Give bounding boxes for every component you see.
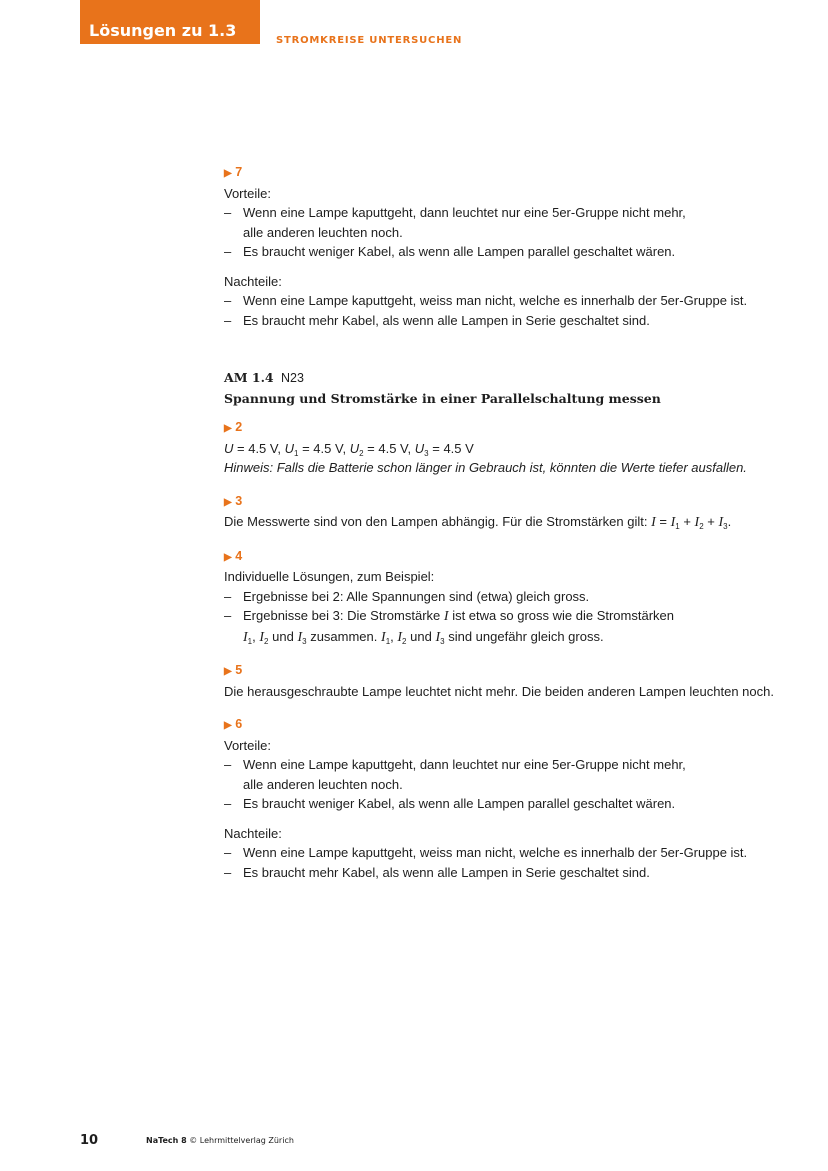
advantages-label: Vorteile: bbox=[224, 737, 271, 753]
list-item: – Wenn eine Lampe kaputtgeht, weiss man nicht, welche es innerhalb der 5er-Gruppe ist. bbox=[224, 843, 794, 863]
list-item: – Es braucht mehr Kabel, als wenn alle Lampen in Serie geschaltet sind. bbox=[224, 863, 794, 883]
header-title: Lösungen zu 1.3 bbox=[89, 21, 237, 40]
task-number: ▶ 2 bbox=[224, 420, 243, 434]
task-number: ▶ 7 bbox=[224, 165, 243, 179]
list-item: – Es braucht weniger Kabel, als wenn alle Lampen parallel geschaltet wären. bbox=[224, 242, 794, 262]
disadvantages-label: Nachteile: bbox=[224, 825, 282, 841]
voltage-values: U = 4.5 V, $U_1 = 4.5$ V, $U_2 = 4.5$ V, $U_3 = 4.5$ V bbox=[224, 440, 474, 458]
triangle-right-icon: ▶ bbox=[224, 720, 232, 731]
page-number: 10 bbox=[80, 1133, 99, 1148]
task-text: Die Messwerte sind von den Lampen abhängig. Für die Stromstärken gilt: $I = I_1 + I_2 + I_3$. bbox=[224, 514, 732, 531]
task-text: Die herausgeschraubte Lampe leuchtet nicht mehr. Die beiden anderen Lampen leuchten noch. bbox=[224, 683, 774, 699]
triangle-right-icon: ▶ bbox=[224, 423, 232, 434]
book-title: NaTech 8 bbox=[146, 1136, 187, 1145]
list-item: – Wenn eine Lampe kaputtgeht, dann leuchtet nur eine 5er-Gruppe nicht mehr, alle anderen leuchten noch. bbox=[224, 755, 794, 794]
list-item: – Es braucht weniger Kabel, als wenn alle Lampen parallel geschaltet wären. bbox=[224, 794, 794, 814]
triangle-right-icon: ▶ bbox=[224, 496, 232, 508]
task-5 bbox=[224, 661, 794, 701]
list-item: – Wenn eine Lampe kaputtgeht, dann leuchtet nur eine 5er-Gruppe nicht mehr, alle anderen leuchten noch. bbox=[224, 203, 794, 242]
task-2 bbox=[224, 418, 794, 478]
task-3 bbox=[224, 492, 794, 533]
task-number: ▶ 6 bbox=[224, 717, 243, 731]
task-number: ▶ 5 bbox=[224, 663, 243, 677]
task-intro: Individuelle Lösungen, zum Beispiel: bbox=[224, 569, 435, 584]
header-tab bbox=[80, 0, 260, 44]
triangle-right-icon: ▶ bbox=[224, 168, 232, 179]
task-7 bbox=[224, 163, 794, 330]
publisher: © Lehrmittelverlag Zürich bbox=[189, 1136, 294, 1145]
list-item: – Es braucht mehr Kabel, als wenn alle Lampen in Serie geschaltet sind. bbox=[224, 311, 794, 331]
section-code: AM 1.4 bbox=[224, 370, 274, 385]
task-4 bbox=[224, 547, 794, 648]
section-title: Spannung und Stromstärke in einer Parallelschaltung messen bbox=[224, 390, 661, 406]
page-content bbox=[224, 163, 794, 882]
triangle-right-icon: ▶ bbox=[224, 666, 232, 677]
chapter-title: STROMKREISE UNTERSUCHEN bbox=[276, 35, 463, 46]
list-item: – Wenn eine Lampe kaputtgeht, weiss man nicht, welche es innerhalb der 5er-Gruppe ist. bbox=[224, 291, 794, 311]
triangle-right-icon: ▶ bbox=[224, 551, 232, 563]
disadvantages-label: Nachteile: bbox=[224, 273, 282, 289]
footer-credit bbox=[146, 1136, 294, 1145]
list-item: – Ergebnisse bei 2: Alle Spannungen sind (etwa) gleich gross. bbox=[224, 587, 794, 607]
list-item: – Ergebnisse bei 3: Die Stromstärke I ist etwa so gross wie die Stromstärken $I_1$, $I_2$ und $I_3$ zusammen. $I_1$, $I_2$ und $I_3$ sind ungefähr gleich gross. bbox=[224, 606, 794, 647]
section-ref: N23 bbox=[281, 371, 304, 385]
section-heading bbox=[224, 368, 794, 408]
task-6 bbox=[224, 715, 794, 882]
advantages-label: Vorteile: bbox=[224, 185, 271, 201]
task-number: ▶ 3 bbox=[224, 493, 243, 508]
hint-text: Hinweis: Falls die Batterie schon länger in Gebrauch ist, könnten die Werte tiefer ausfallen. bbox=[224, 460, 747, 475]
task-number: ▶ 4 bbox=[224, 548, 243, 563]
